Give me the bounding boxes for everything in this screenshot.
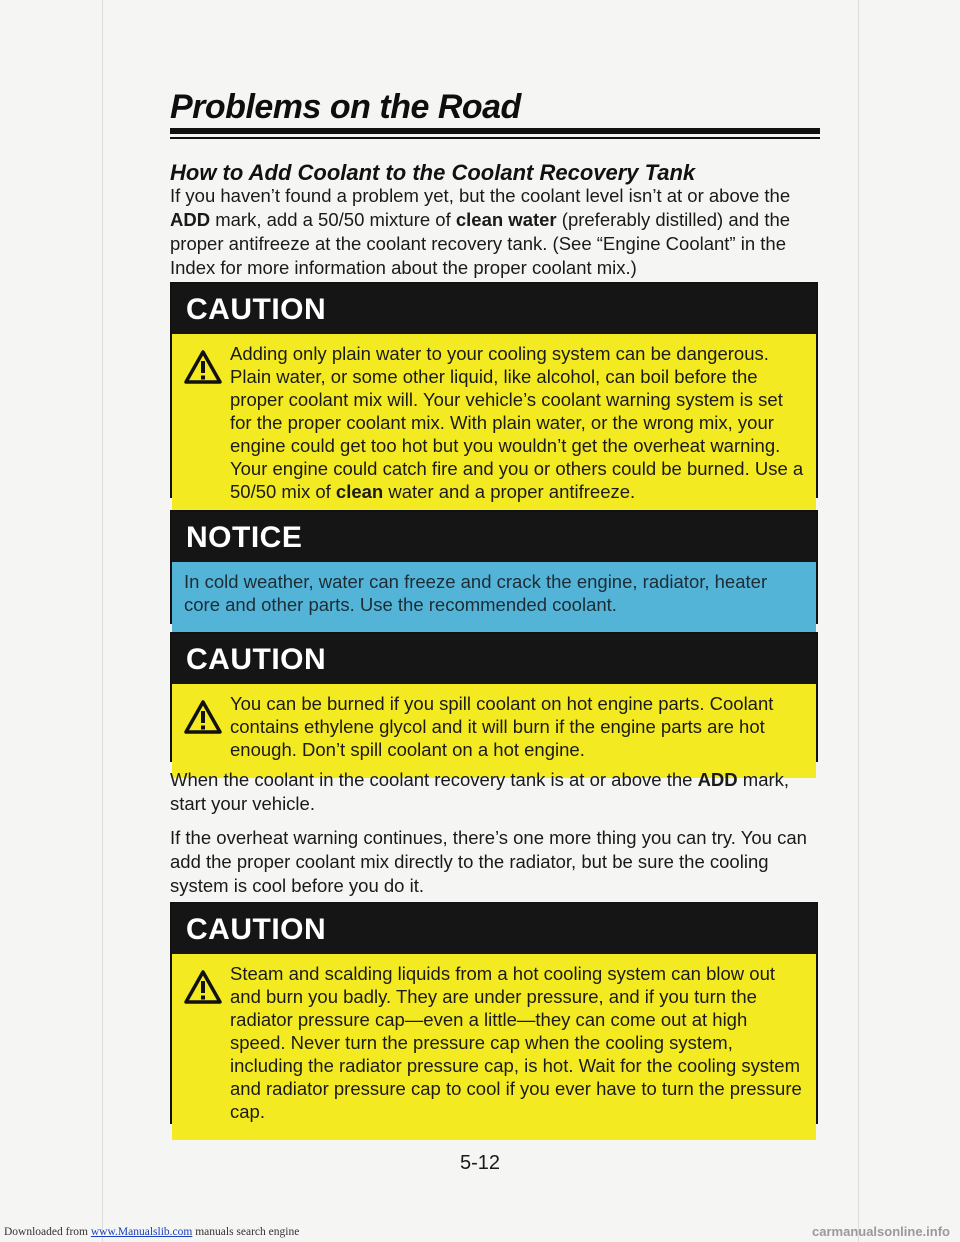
warning-triangle-icon xyxy=(184,350,222,384)
download-footer xyxy=(0,1222,960,1242)
caution-heading: CAUTION xyxy=(172,634,816,684)
page-number: 5-12 xyxy=(459,1152,501,1174)
caution-heading: CAUTION xyxy=(172,904,816,954)
page-margin-line-left xyxy=(102,0,103,1242)
caution-heading: CAUTION xyxy=(172,284,816,334)
overheat-paragraph: If the overheat warning continues, there’s one more thing you can try. You can add the proper coolant mix directly to the radiator, but be sure the cooling system is cool before you do it. xyxy=(170,827,807,896)
notice-heading: NOTICE xyxy=(172,512,816,562)
caution-body: Steam and scalding liquids from a hot cooling system can blow out and burn you badly. They are under pressure, and if you turn the radiator pressure cap—even a little—they can come out at high speed. Never turn the pressure cap when the cooling system, including the radiator pressure cap, is hot. Wait for the cooling system and radiator pressure cap to cool if you ever have to turn the pressure cap. xyxy=(172,954,816,1140)
manualslib-link[interactable]: www.Manualslib.com xyxy=(90,1226,193,1238)
page-margin-line-right xyxy=(858,0,859,1242)
start-vehicle-paragraph: When the coolant in the coolant recovery tank is at or above the ADD mark, start your vehicle. xyxy=(170,769,790,814)
header-rule-thin xyxy=(170,137,820,139)
section-title: How to Add Coolant to the Coolant Recovery Tank xyxy=(170,160,696,185)
caution-body: You can be burned if you spill coolant on hot engine parts. Coolant contains ethylene glycol and it will burn if the engine parts are hot enough. Don’t spill coolant on a hot engine. xyxy=(172,684,816,778)
caution-box-2 xyxy=(170,632,818,762)
caution-body: Adding only plain water to your cooling system can be dangerous. Plain water, or some other liquid, like alcohol, can boil before the proper coolant mix will. Your vehicle’s coolant warning system is set for the proper coolant mix. With plain water, or the wrong mix, your engine could get too hot but you wouldn’t get the overheat warning. Your engine could catch fire and you or others could be burned. Use a 50/50 mix of clean water and a proper antifreeze. xyxy=(172,334,816,514)
warning-triangle-icon xyxy=(184,700,222,734)
watermark: carmanualsonline.info xyxy=(812,1224,950,1239)
notice-box xyxy=(170,510,818,624)
notice-body: In cold weather, water can freeze and crack the engine, radiator, heater core and other parts. Use the recommended coolant. xyxy=(172,562,816,640)
header-rule xyxy=(170,128,820,134)
caution-box-3 xyxy=(170,902,818,1124)
caution-box-1 xyxy=(170,282,818,502)
page-header-title: Problems on the Road xyxy=(170,88,521,126)
intro-paragraph: If you haven’t found a problem yet, but the coolant level isn’t at or above the ADD mark, add a 50/50 mixture of clean water (preferably distilled) and the proper antifreeze at the coolant recovery tank. (See “Engine Coolant” in the Index for more information about the proper coolant mix.) xyxy=(170,185,791,278)
warning-triangle-icon xyxy=(184,970,222,1004)
footer-source: Downloaded from www.Manualslib.com manuals search engine xyxy=(4,1226,300,1238)
